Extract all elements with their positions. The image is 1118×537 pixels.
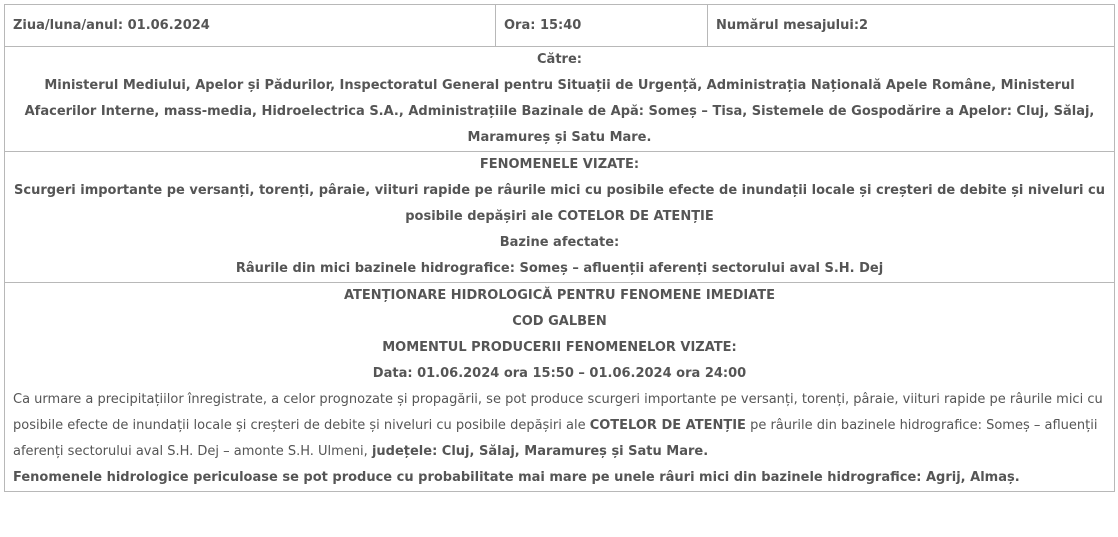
phenomena-row — [5, 152, 1115, 283]
warning-body — [13, 387, 1106, 465]
moment-interval: Data: 01.06.2024 ora 15:50 – 01.06.2024 ora 24:00 — [372, 366, 747, 381]
warning-row — [5, 283, 1115, 492]
recipients-title: Către: — [537, 52, 582, 67]
phenomena-cell — [5, 152, 1115, 283]
warning-cell — [5, 283, 1115, 492]
phenomena-title: FENOMENELE VIZATE: — [479, 157, 640, 172]
warning-code: COD GALBEN — [512, 314, 607, 329]
warning-body-bold1: COTELOR DE ATENȚIE — [589, 418, 746, 433]
header-row — [5, 5, 1115, 47]
basins-title: Bazine afectate: — [499, 235, 620, 250]
recipients-text: Ministerul Mediului, Apelor și Pădurilor, Inspectoratul General pentru Situații de Urgență, Administrația Națională Apele Române, Ministerul Afacerilor Interne, mass-media, Hidroelectrica S.A., Administrațiile Bazinale de Apă: Someș – Tisa, Sistemele de Gospodărire a Apelor: Cluj, Sălaj, Maramureș și Satu Mare. — [24, 78, 1095, 145]
warning-title: ATENȚIONARE HIDROLOGICĂ PENTRU FENOMENE IMEDIATE — [344, 288, 775, 303]
date-cell: Ziua/luna/anul: 01.06.2024 — [5, 5, 496, 47]
warning-body-part2: pe râurile din bazinele hidrografice: Someș – afluenții aferenți sectorului aval S.H. Dej – amonte S.H. Ulmeni, — [13, 418, 1098, 459]
recipients-row — [5, 47, 1115, 152]
warning-body-bold2: județele: Cluj, Sălaj, Maramureș și Satu Mare. — [371, 444, 709, 459]
warning-body-part1: Ca urmare a precipitațiilor înregistrate, a celor prognozate și propagării, se pot produce scurgeri importante pe versanți, torenți, pâraie, viituri rapide pe râurile mici cu posibile efecte de inundații locale și creșteri de debite și niveluri cu posibile depășiri ale — [13, 392, 1103, 433]
warning-body-probability: Fenomenele hidrologice periculoase se pot produce cu probabilitate mai mare pe unele râuri mici din bazinele hidrografice: Agrij, Almaș. — [13, 470, 1020, 485]
time-cell: Ora: 15:40 — [496, 5, 708, 47]
message-number-cell: Numărul mesajului:2 — [708, 5, 1115, 47]
recipients-cell — [5, 47, 1115, 152]
moment-title: MOMENTUL PRODUCERII FENOMENELOR VIZATE: — [382, 340, 737, 355]
basins-text: Râurile din mici bazinele hidrografice: Someș – afluenții aferenți sectorului aval S.H. Dej — [235, 261, 884, 276]
warning-bulletin-table — [4, 4, 1115, 492]
phenomena-text: Scurgeri importante pe versanți, torenți, pâraie, viituri rapide pe râurile mici cu posibile efecte de inundații locale și creșteri de debite și niveluri cu posibile depășiri ale COTELOR DE ATENȚIE — [14, 183, 1105, 224]
